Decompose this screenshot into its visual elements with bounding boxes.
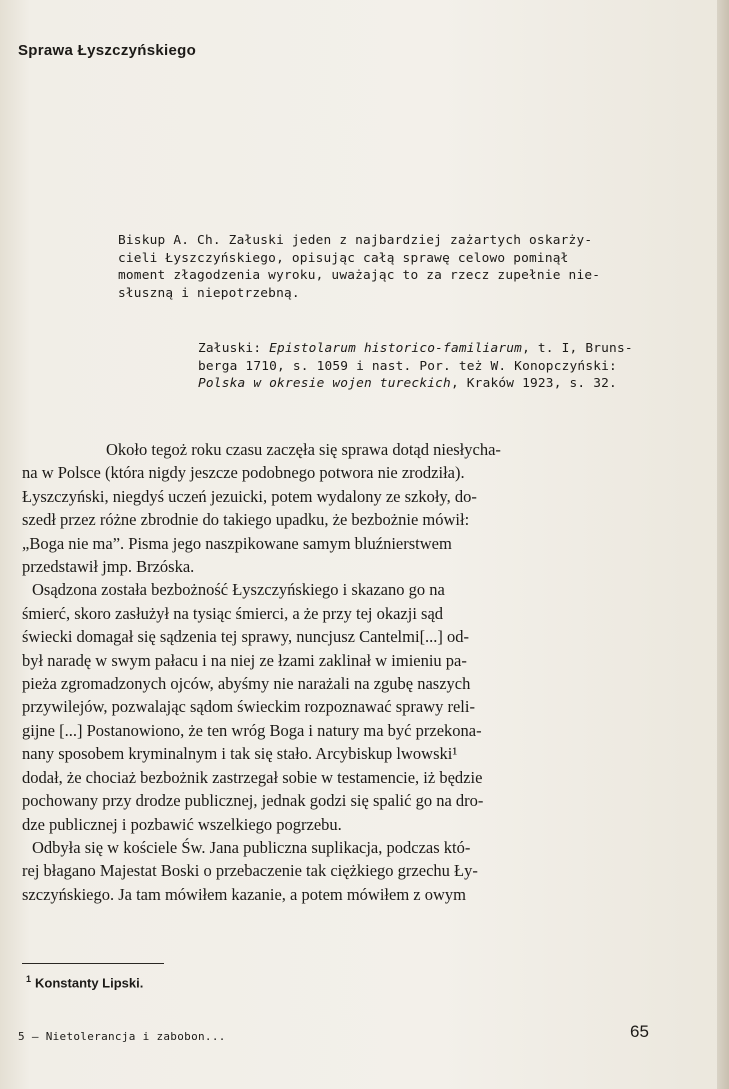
motto-line: moment złagodzenia wyroku, uważając to za rzecz zupełnie nie- bbox=[118, 268, 601, 283]
printer-signature: 5 — Nietolerancja i zabobon... bbox=[18, 1030, 226, 1043]
footnote-text: Konstanty Lipski. bbox=[35, 975, 144, 991]
body-line: pieża zgromadzonych ojców, abyśmy nie narażali na zgubę naszych bbox=[22, 674, 471, 694]
source-text: berga 1710, s. 1059 i nast. Por. też W. Konopczyński: bbox=[198, 358, 617, 374]
source-title: Epistolarum historico-familiarum bbox=[269, 341, 523, 356]
footnote bbox=[26, 974, 143, 990]
body-line: przywilejów, pozwalając sądom świeckim rozpoznawać sprawy reli- bbox=[22, 697, 475, 717]
body-line: śmierć, skoro zasłużył na tysiąc śmierci, a że przy tej okazji sąd bbox=[22, 603, 444, 623]
motto-line: słuszną i niepotrzebną. bbox=[118, 285, 300, 301]
source-line bbox=[198, 358, 653, 376]
body-line: nany sposobem kryminalnym i tak się stało. Arcybiskup lwowski¹ bbox=[22, 744, 458, 764]
source-text: Załuski: bbox=[198, 341, 270, 356]
source-title: Polska w okresie wojen tureckich bbox=[198, 376, 451, 391]
body-line: Około tegoż roku czasu zaczęła się sprawa dotąd niesłycha- bbox=[106, 440, 501, 459]
source-line bbox=[198, 375, 653, 393]
page-number: 65 bbox=[630, 1022, 649, 1041]
page-edge bbox=[717, 0, 729, 1089]
body-line: dodał, że chociaż bezbożnik zastrzegał sobie w testamencie, iż będzie bbox=[22, 767, 483, 787]
body-text bbox=[22, 438, 662, 906]
body-line: pochowany przy drodze publicznej, jednak godzi się spalić go na dro- bbox=[22, 791, 484, 811]
body-line: przedstawił jmp. Brzóska. bbox=[22, 557, 195, 577]
body-line: na w Polsce (która nigdy jeszcze podobnego potwora nie zrodziła). bbox=[22, 463, 465, 483]
motto-line: Biskup A. Ch. Załuski jeden z najbardziej zażartych oskarży- bbox=[118, 233, 593, 248]
body-line: szedł przez różne zbrodnie do takiego upadku, że bezbożnie mówił: bbox=[22, 510, 470, 530]
running-head: Sprawa Łyszczyńskiego bbox=[18, 42, 197, 59]
source-text: , Kraków 1923, s. 32. bbox=[450, 376, 617, 391]
body-line: Odbyła się w kościele Św. Jana publiczna suplikacja, podczas któ- bbox=[32, 837, 471, 857]
source-line bbox=[198, 340, 653, 358]
footnote-rule bbox=[22, 963, 164, 964]
motto-line: cieli Łyszczyńskiego, opisując całą sprawę celowo pominął bbox=[118, 250, 569, 266]
body-line: świecki domagał się sądzenia tej sprawy, nuncjusz Cantelmi[...] od- bbox=[22, 627, 470, 647]
source-text: , t. I, Bruns- bbox=[522, 341, 633, 356]
motto-source bbox=[198, 340, 653, 393]
body-line: Łyszczyński, niegdyś uczeń jezuicki, potem wydalony ze szkoły, do- bbox=[22, 486, 477, 506]
body-line: rej błagano Majestat Boski o przebaczenie tak ciężkiego grzechu Ły- bbox=[22, 861, 478, 881]
body-line: był naradę w swym pałacu i na niej ze łzami zaklinał w imieniu pa- bbox=[22, 650, 467, 670]
body-line: dze publicznej i pozbawić wszelkiego pogrzebu. bbox=[22, 814, 342, 834]
body-line: gijne [...] Postanowiono, że ten wróg Boga i natury ma być przekona- bbox=[22, 720, 482, 740]
body-line: Osądzona została bezbożność Łyszczyńskiego i skazano go na bbox=[32, 580, 445, 600]
footnote-marker: 1 bbox=[26, 974, 32, 984]
body-line: „Boga nie ma”. Pisma jego naszpikowane samym bluźnierstwem bbox=[22, 533, 452, 553]
motto-block bbox=[118, 232, 650, 302]
body-line: szczyńskiego. Ja tam mówiłem kazanie, a potem mówiłem z owym bbox=[22, 884, 467, 904]
